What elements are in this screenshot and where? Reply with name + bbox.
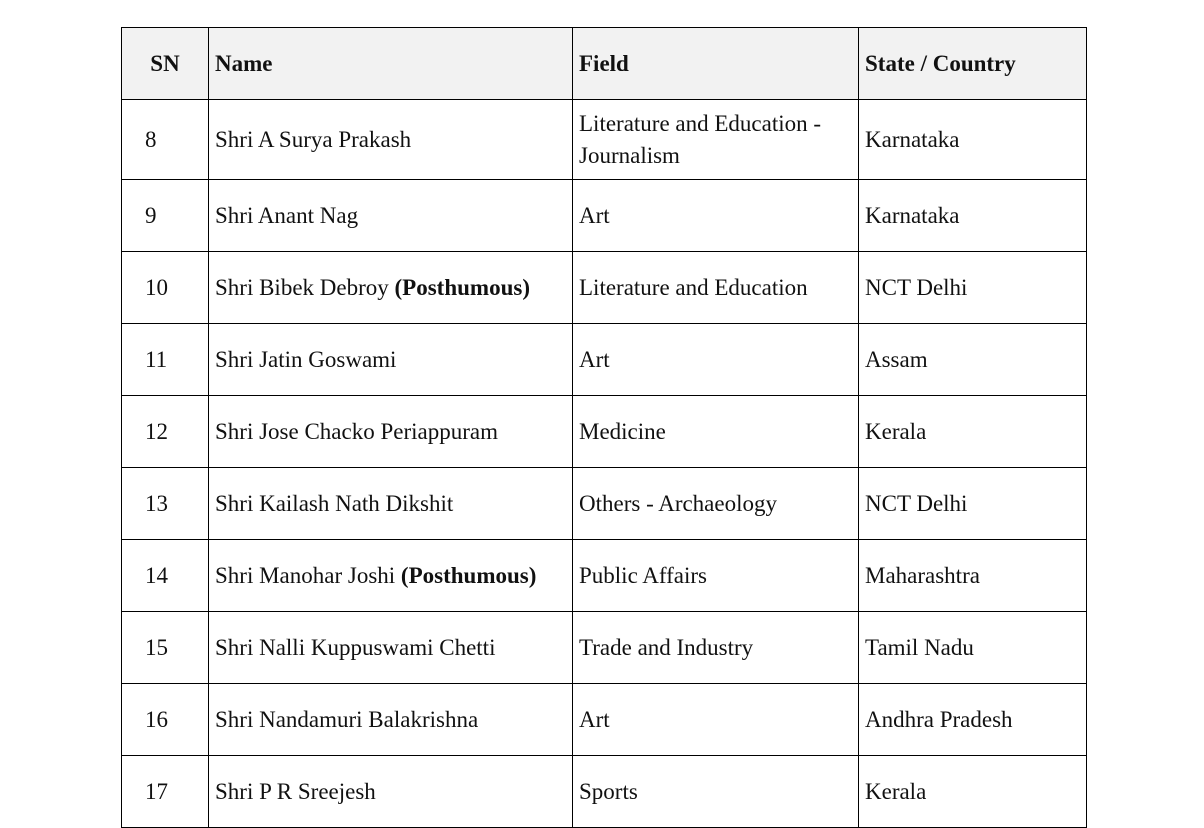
name-text: Shri Nandamuri Balakrishna <box>215 706 479 732</box>
table-row <box>122 252 1087 324</box>
name-text: Shri P R Sreejesh <box>215 778 376 804</box>
name-text: Shri Jose Chacko Periappuram <box>215 418 498 444</box>
cell-state: Kerala <box>859 756 1087 828</box>
name-text: Shri Nalli Kuppuswami Chetti <box>215 634 496 660</box>
header-name: Name <box>209 28 573 100</box>
cell-field: Public Affairs <box>573 540 859 612</box>
cell-name <box>209 324 573 396</box>
header-row <box>122 28 1087 100</box>
cell-name <box>209 468 573 540</box>
cell-sn: 11 <box>122 324 209 396</box>
table-row <box>122 468 1087 540</box>
table-row <box>122 180 1087 252</box>
cell-sn: 16 <box>122 684 209 756</box>
name-text: Shri Kailash Nath Dikshit <box>215 490 454 516</box>
cell-name <box>209 612 573 684</box>
table-row <box>122 684 1087 756</box>
cell-sn: 13 <box>122 468 209 540</box>
cell-state: Assam <box>859 324 1087 396</box>
cell-sn: 17 <box>122 756 209 828</box>
cell-state: Maharashtra <box>859 540 1087 612</box>
table-row <box>122 324 1087 396</box>
cell-name <box>209 756 573 828</box>
cell-field: Art <box>573 684 859 756</box>
name-text: Shri A Surya Prakash <box>215 126 412 152</box>
cell-state: Andhra Pradesh <box>859 684 1087 756</box>
cell-state: Karnataka <box>859 180 1087 252</box>
cell-field: Sports <box>573 756 859 828</box>
cell-field: Others - Archaeology <box>573 468 859 540</box>
cell-sn: 9 <box>122 180 209 252</box>
awards-table <box>121 27 1087 828</box>
cell-sn: 15 <box>122 612 209 684</box>
cell-name <box>209 684 573 756</box>
cell-field: Trade and Industry <box>573 612 859 684</box>
cell-state: NCT Delhi <box>859 468 1087 540</box>
table-row <box>122 756 1087 828</box>
table-row <box>122 100 1087 180</box>
cell-state: Karnataka <box>859 100 1087 180</box>
cell-name <box>209 540 573 612</box>
cell-sn: 8 <box>122 100 209 180</box>
table-row <box>122 396 1087 468</box>
cell-name <box>209 180 573 252</box>
cell-field: Art <box>573 180 859 252</box>
header-sn: SN <box>122 28 209 100</box>
posthumous-label: (Posthumous) <box>400 562 537 588</box>
cell-state: Tamil Nadu <box>859 612 1087 684</box>
cell-field: Art <box>573 324 859 396</box>
cell-state: NCT Delhi <box>859 252 1087 324</box>
name-text: Shri Bibek Debroy <box>215 274 389 300</box>
cell-sn: 12 <box>122 396 209 468</box>
cell-name <box>209 252 573 324</box>
cell-name <box>209 100 573 180</box>
header-state: State / Country <box>859 28 1087 100</box>
table-header <box>122 28 1087 100</box>
name-text: Shri Manohar Joshi <box>215 562 396 588</box>
name-text: Shri Jatin Goswami <box>215 346 397 372</box>
cell-sn: 10 <box>122 252 209 324</box>
table-row <box>122 612 1087 684</box>
table-body <box>122 100 1087 828</box>
cell-field: Medicine <box>573 396 859 468</box>
cell-state: Kerala <box>859 396 1087 468</box>
cell-field: Literature and Education <box>573 252 859 324</box>
posthumous-label: (Posthumous) <box>394 274 530 300</box>
header-field: Field <box>573 28 859 100</box>
cell-sn: 14 <box>122 540 209 612</box>
cell-field: Literature and Education - Journalism <box>573 100 859 180</box>
name-text: Shri Anant Nag <box>215 202 359 228</box>
table-row <box>122 540 1087 612</box>
cell-name <box>209 396 573 468</box>
